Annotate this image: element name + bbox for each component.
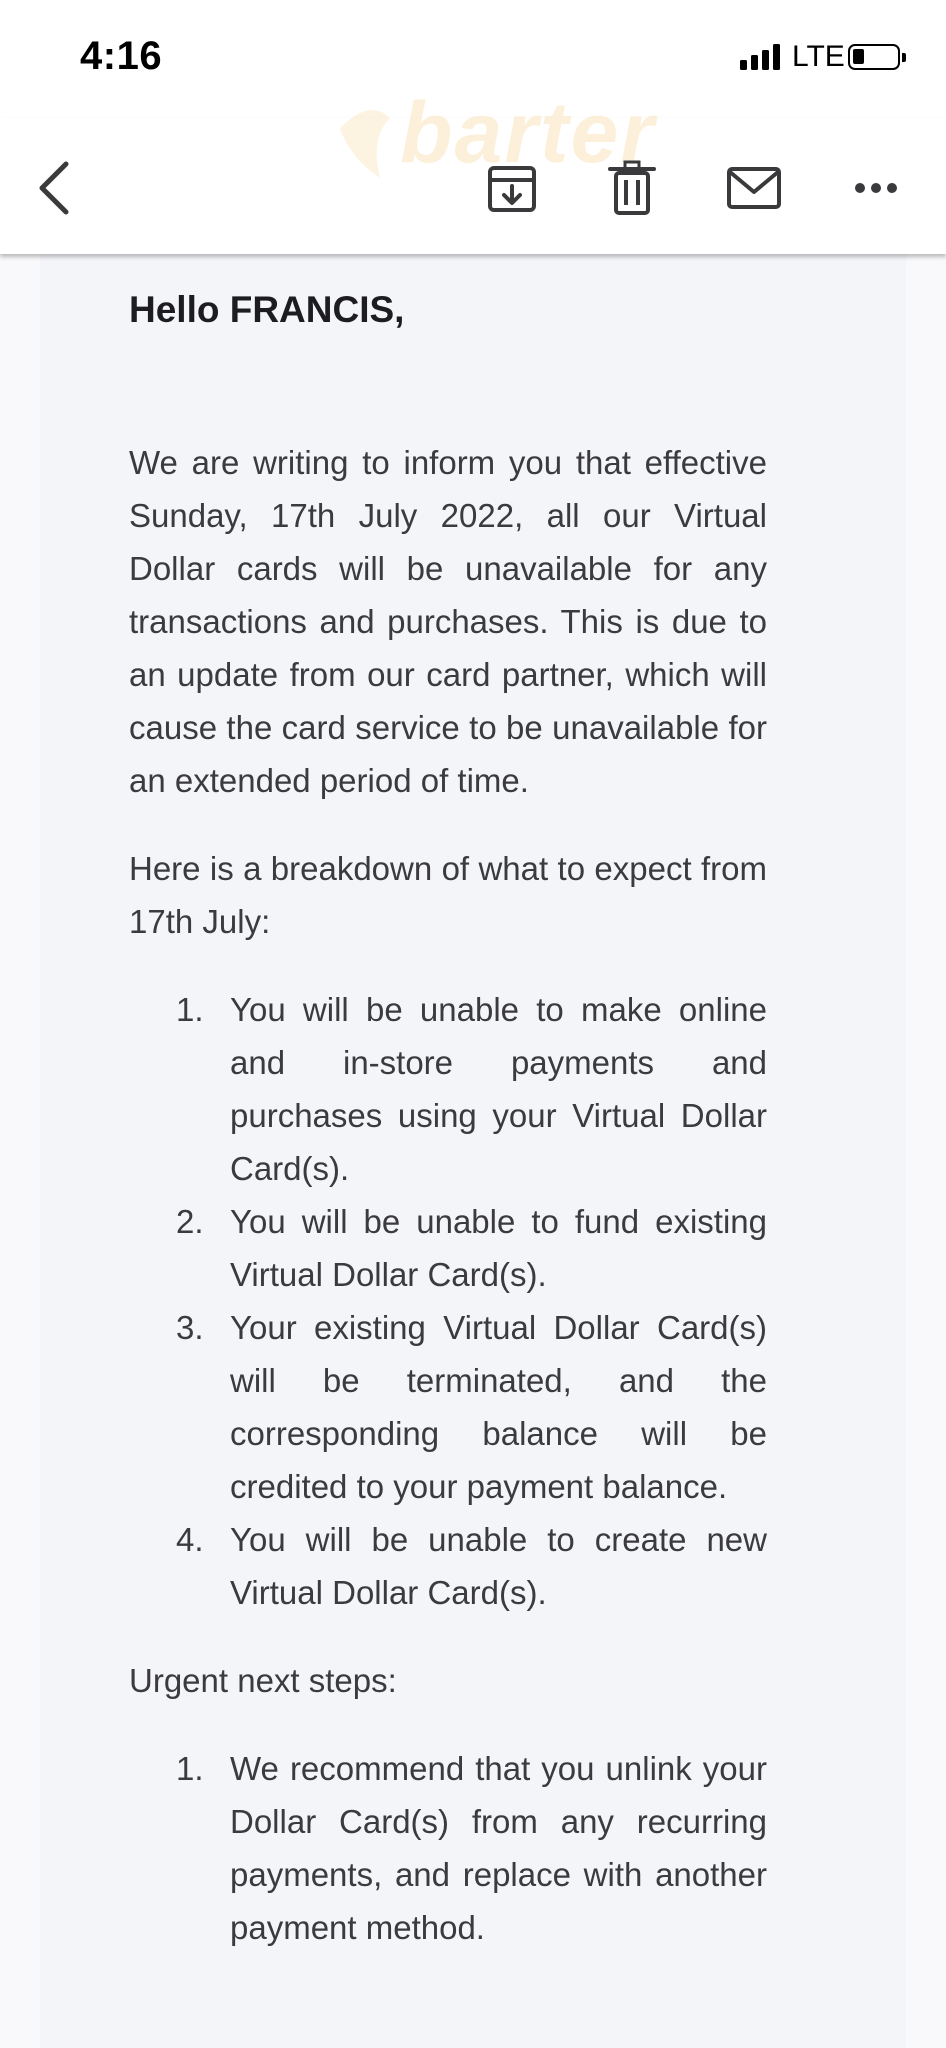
- list-number: 1.: [176, 1750, 204, 1788]
- next-steps-list: [129, 1742, 767, 1954]
- redacted-text: another payment met: [230, 1856, 767, 1947]
- list-item-text: You will be unable to fund existing Virtual Dollar Card(s).: [230, 1203, 767, 1294]
- list-item: [176, 1513, 767, 1619]
- status-time: 4:16: [80, 34, 163, 78]
- archive-icon: [486, 162, 538, 214]
- list-number: 1.: [176, 991, 204, 1029]
- list-item-text: You will be unable to make online and in-store payments and purchases using your Virtual Dollar Card(s).: [230, 991, 767, 1188]
- archive-button[interactable]: [472, 148, 552, 228]
- trash-icon: [608, 160, 656, 216]
- list-item-text-end: hod.: [420, 1909, 485, 1947]
- mail-button[interactable]: [714, 148, 794, 228]
- email-content: [129, 270, 767, 1954]
- list-item-text: Your existing Virtual Dollar Card(s) will be terminated, and the corresponding balance will be credited to your payment balance.: [230, 1309, 767, 1506]
- more-button[interactable]: [836, 148, 916, 228]
- list-item: [176, 1195, 767, 1301]
- signal-icon: [740, 44, 780, 70]
- email-paragraph: Here is a breakdown of what to expect from 17th July:: [129, 850, 767, 941]
- email-greeting: Hello FRANCIS,: [129, 289, 405, 330]
- barter-logo-text: barter: [400, 85, 656, 181]
- next-steps-heading: Urgent next steps:: [129, 1662, 397, 1700]
- network-label: LTE: [792, 40, 845, 73]
- chevron-left-icon: [34, 160, 74, 216]
- delete-button[interactable]: [592, 148, 672, 228]
- more-icon: [854, 182, 898, 194]
- email-paragraph: We are writing to inform you that effective Sunday, 17th July 2022, all our Virtual Dollar cards will be unavailable for any transactions and purchases. This is due to an update from our card partner, which will cause the card service to be unavailable for an extended period of time.: [129, 444, 767, 800]
- mail-toolbar: [0, 85, 946, 254]
- list-item: [176, 1742, 767, 1954]
- list-item: [176, 983, 767, 1195]
- list-number: 4.: [176, 1521, 204, 1559]
- back-button[interactable]: [14, 148, 94, 228]
- list-item: [176, 1301, 767, 1513]
- list-item-text: We recommend that you unlink your Dollar Card(s) from any recurring payments, and replace with: [230, 1750, 767, 1894]
- list-number: 3.: [176, 1309, 204, 1347]
- list-item-text: You will be unable to create new Virtual Dollar Card(s).: [230, 1521, 767, 1612]
- list-number: 2.: [176, 1203, 204, 1241]
- battery-icon: [848, 44, 900, 70]
- expectations-list: [129, 983, 767, 1619]
- mail-icon: [726, 166, 782, 210]
